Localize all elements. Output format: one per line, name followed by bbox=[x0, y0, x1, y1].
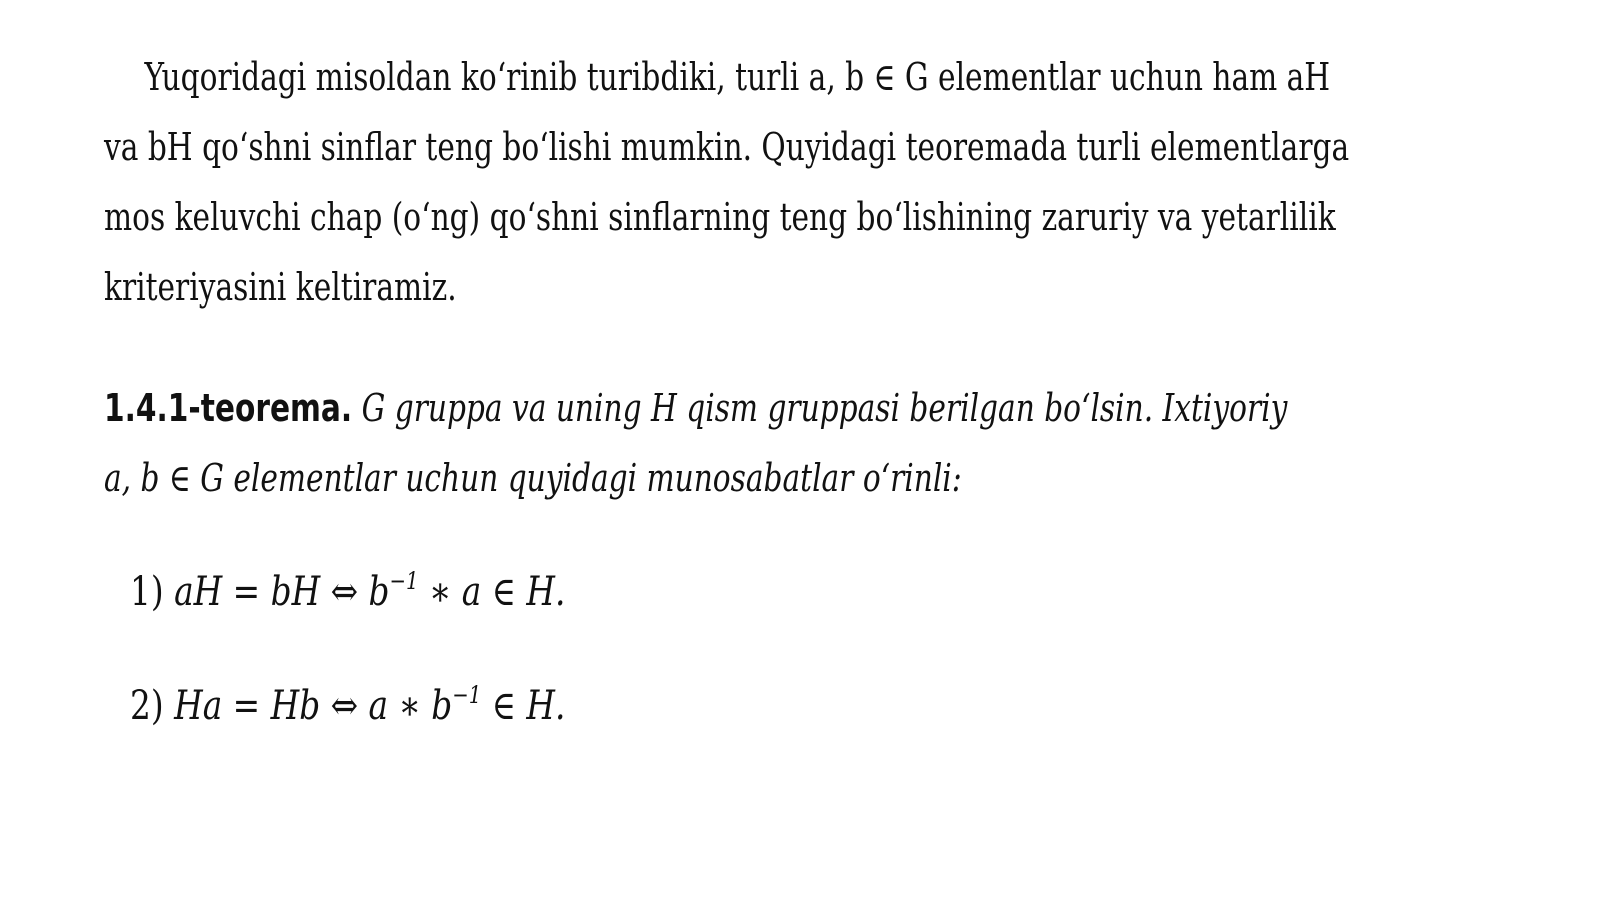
paragraph-line-2: va bH qoʻshni sinflar teng boʻlishi mumkin. Quyidagi teoremada turli elementlarga bbox=[104, 125, 1350, 169]
item-formula bbox=[174, 569, 565, 615]
item-formula bbox=[174, 683, 565, 729]
theorem-statement-part-1: G gruppa va uning H qism gruppasi berilgan boʻlsin. Ixtiyoriy bbox=[361, 386, 1288, 430]
theorem-item-1 bbox=[130, 562, 565, 622]
paragraph-line-4: kriteriyasini keltiramiz. bbox=[104, 265, 457, 309]
formula-part: ∗ a ∈ H. bbox=[418, 569, 566, 615]
formula-superscript: −1 bbox=[452, 681, 482, 709]
intro-paragraph bbox=[104, 42, 1350, 322]
theorem-item-2 bbox=[130, 676, 565, 736]
theorem-block bbox=[104, 373, 1288, 513]
item-number: 1) bbox=[130, 569, 164, 615]
paragraph-line-3: mos keluvchi chap (oʻng) qoʻshni sinflarning teng boʻlishining zaruriy va yetarlilik bbox=[104, 195, 1336, 239]
formula-part: aH = bH ⇔ b bbox=[174, 569, 390, 615]
formula-part: Ha = Hb ⇔ a ∗ b bbox=[174, 683, 453, 729]
formula-part: ∈ H. bbox=[481, 683, 566, 729]
theorem-label: 1.4.1-teorema. bbox=[104, 386, 353, 430]
item-number: 2) bbox=[130, 683, 164, 729]
theorem-line-1 bbox=[104, 373, 1288, 443]
formula-superscript: −1 bbox=[389, 567, 419, 595]
theorem-line-2: a, b ∈ G elementlar uchun quyidagi munosabatlar oʻrinli: bbox=[104, 456, 962, 500]
paragraph-line-1: Yuqoridagi misoldan koʻrinib turibdiki, turli a, b ∈ G elementlar uchun ham aH bbox=[144, 55, 1331, 99]
